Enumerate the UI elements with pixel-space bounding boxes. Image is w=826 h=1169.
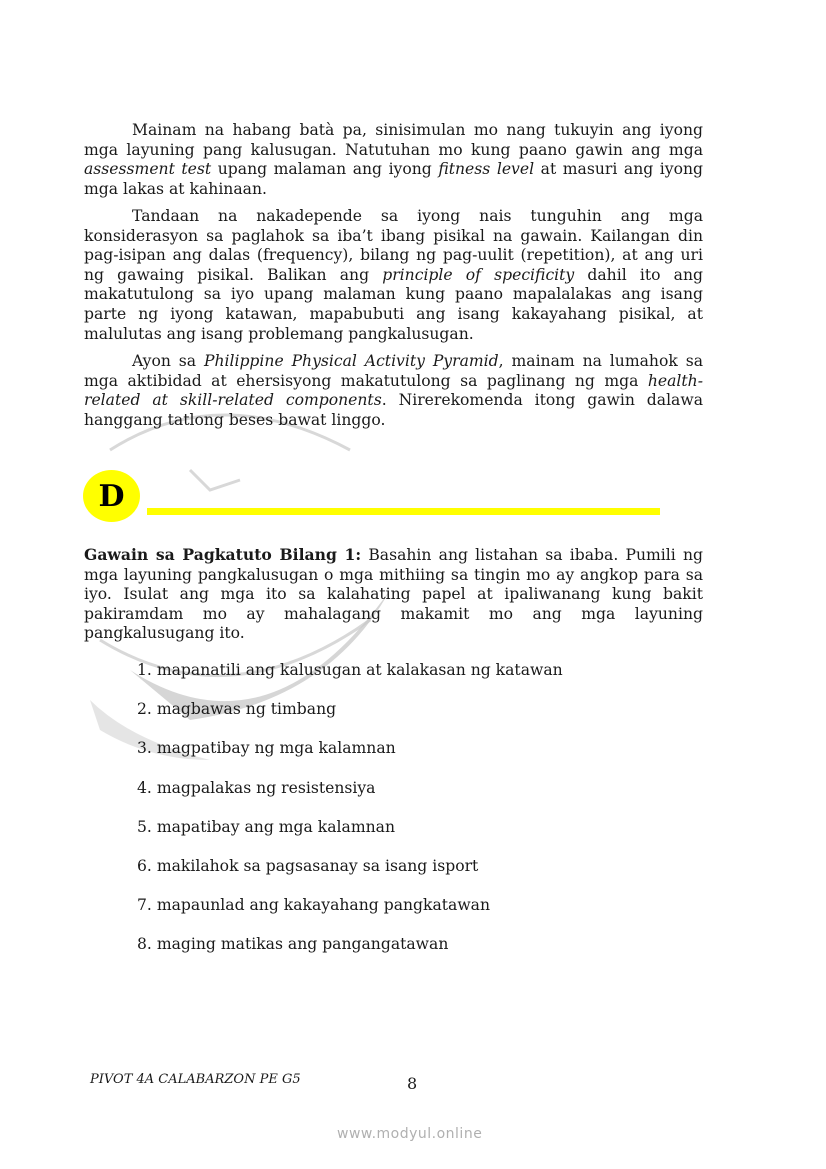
paragraph-activity-pyramid bbox=[84, 352, 703, 430]
text-run: Ayon sa bbox=[132, 352, 204, 370]
list-item: 3. magpatibay ng mga kalamnan bbox=[137, 739, 396, 758]
text-run: Tandaan na nakadepende sa iyong nais tunguhin ang mga konsiderasyon sa paglahok sa iba’t ibang pisikal na gawain. Kailangan din pag-isipan ang dalas (frequency), bilang ng pag-uulit (repetition), at ang uri ng gawaing pisikal. Balikan ang bbox=[84, 207, 703, 284]
list-item: 7. mapaunlad ang kakayahang pangkatawan bbox=[137, 896, 491, 915]
activity-title: Gawain sa Pagkatuto Bilang 1: bbox=[84, 545, 362, 564]
list-item: 1. mapanatili ang kalusugan at kalakasan ng katawan bbox=[137, 661, 563, 679]
text-run: Mainam na habang batà pa, sinisimulan mo nang tukuyin ang iyong mga layuning pang kalusugan. Natutuhan mo kung paano gawin ang mga bbox=[84, 121, 703, 159]
text-run: , mainam na lumahok sa mga aktibidad at ehersisyong makatutulong sa paglinang ng mga bbox=[84, 352, 703, 390]
list-item: 8. maging matikas ang pangangatawan bbox=[137, 935, 449, 954]
section-divider bbox=[147, 508, 660, 515]
text-run: . Nirerekomenda itong gawin dalawa hanggang tatlong beses bawat linggo. bbox=[84, 391, 703, 429]
activity-instructions bbox=[84, 545, 703, 644]
text-run: dahil ito ang makatutulong sa iyo upang malaman kung paano mapalalakas ang isang parte ng iyong katawan, mapabubuti ang isang kakayahang pisikal, at malulutas ang isang problemang pangkalusugan. bbox=[84, 265, 703, 343]
list-item: 5. mapatibay ang mga kalamnan bbox=[137, 817, 395, 836]
goals-list bbox=[137, 661, 563, 975]
paragraph-goals bbox=[84, 121, 703, 199]
list-item: 2. magbawas ng timbang bbox=[137, 700, 337, 719]
list-item: 6. makilahok sa pagsasanay sa isang isport bbox=[137, 856, 479, 875]
list-item: 4. magpalakas ng resistensiya bbox=[137, 778, 376, 797]
emphasis-text: health-related at skill-related components bbox=[84, 371, 703, 410]
emphasis-text: fitness level bbox=[438, 160, 535, 179]
page-number: 8 bbox=[407, 1074, 418, 1093]
section-d-badge bbox=[83, 470, 140, 522]
footer-series: PIVOT 4A CALABARZON PE G5 bbox=[90, 1072, 301, 1087]
website-link[interactable]: www.modyul.online bbox=[337, 1126, 483, 1142]
emphasis-text: principle of specificity bbox=[382, 265, 575, 284]
emphasis-text: Philippine Physical Activity Pyramid bbox=[203, 352, 499, 370]
text-run: at masuri ang iyong mga lakas at kahinaan. bbox=[84, 160, 703, 198]
text-run: upang malaman ang iyong bbox=[211, 160, 439, 179]
paragraph-considerations bbox=[84, 207, 703, 344]
emphasis-text: assessment test bbox=[84, 160, 212, 179]
activity-text: Basahin ang listahan sa ibaba. Pumili ng mga layuning pangkalusugan o mga mithiing sa tingin mo ay angkop para sa iyo. Isulat ang mga ito sa kalahating papel at ipaliwanang kung bakit pakiramdam mo ay mahalagang makamit mo ang mga layuning pangkalusugang ito. bbox=[84, 546, 703, 643]
section-letter: D bbox=[98, 478, 125, 514]
